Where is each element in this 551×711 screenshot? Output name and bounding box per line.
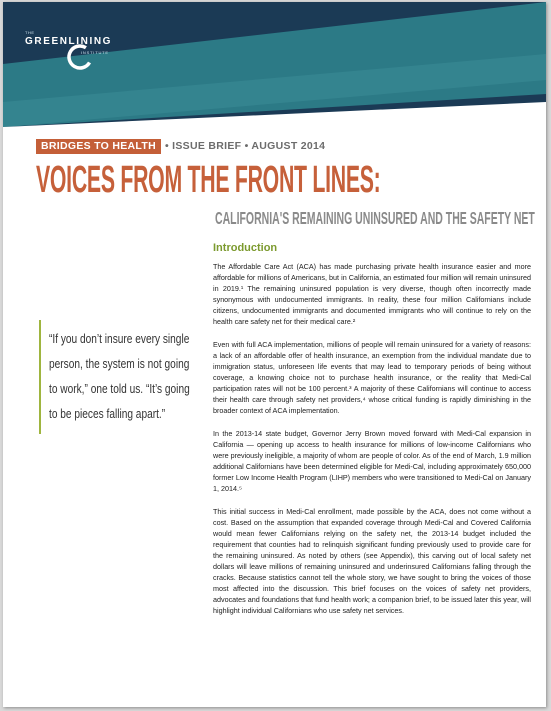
series-tag: BRIDGES TO HEALTH bbox=[36, 139, 161, 154]
body-paragraph: The Affordable Care Act (ACA) has made purchasing private health insurance easier and more affordable for millions of Americans, but in California, an estimated four million will remain uninsured in 2019.¹ The remaining uninsured population is very diverse, though often incorrectly made synonymous with undocumented immigrants. In reality, these four million Californians include citizens, undocumented immigrants and documented immigrants who will continue to rely on the health care safety net for their medical care.² bbox=[213, 262, 531, 326]
body-paragraph: Even with full ACA implementation, millions of people will remain uninsured for a variety of reasons: a lack of an affordable offer of health insurance, an exemption from the individual mandate due to immigration status, unforeseen life events that may lead to temporary periods of being without coverage, a knowing choice not to purchase health insurance, or the reality that Medi-Cal participation rates will not be 100 percent.³ A majority of these Californians will continue to access their health care through safety net providers,⁴ whose critical funding is rapidly diminishing in the broader context of ACA implementation. bbox=[213, 340, 531, 415]
page-subtitle: CALIFORNIA'S REMAINING UNINSURED AND THE SAFETY NET bbox=[215, 208, 535, 228]
series-line bbox=[36, 139, 325, 154]
pull-quote bbox=[39, 320, 195, 434]
logo-name: GREENLINING bbox=[25, 36, 113, 47]
body-paragraph: In the 2013-14 state budget, Governor Jerry Brown moved forward with Medi-Cal expansion in California — opening up access to health insurance for millions of low-income Californians who were previously ineligible, a majority of whom are people of color. As of the end of March, 1.9 million additional Californians have been determined eligible for Medi-Cal, including approximately 650,000 former Low Income Health Program (LIHP) members who were transitioned to Medi-Cal on January 1, 2014.⁵ bbox=[213, 429, 531, 493]
section-heading: Introduction bbox=[213, 242, 278, 254]
logo-ring-icon bbox=[65, 42, 95, 72]
series-info: • ISSUE BRIEF • AUGUST 2014 bbox=[164, 140, 326, 152]
pull-quote-text: “If you don’t insure every single person, the system is not going to work,” one told us. “It’s going to be pieces falling apart.” bbox=[49, 331, 190, 421]
greenlining-logo bbox=[25, 30, 135, 74]
page-title: VOICES FROM THE FRONT LINES: bbox=[36, 159, 381, 201]
logo-prefix: THE bbox=[25, 30, 35, 35]
body-column bbox=[213, 261, 531, 628]
document-page bbox=[3, 2, 546, 707]
body-paragraph: This initial success in Medi-Cal enrollment, made possible by the ACA, does not come without a cost. Based on the assumption that expanded coverage through Medi-Cal and Covered California would mean fewer Californians relying on the safety net, the 2013-14 budget included the requirement that counties had to relinquish significant funding previously used to provide care for the remaining uninsured. As noted by others (see Appendix), this carving out of local safety net dollars will leave millions of remaining uninsured and underinsured Californians falling through the cracks. Because statistics cannot tell the whole story, we have sought to bring the voices of those most affected into the discussion. This brief focuses on the voices of safety net providers, advocates and foundations that fund health work; a companion brief, to be issued later this year, will highlight individual Californians who use safety net services. bbox=[213, 507, 531, 615]
logo-suffix: INSTITUTE bbox=[81, 50, 109, 55]
